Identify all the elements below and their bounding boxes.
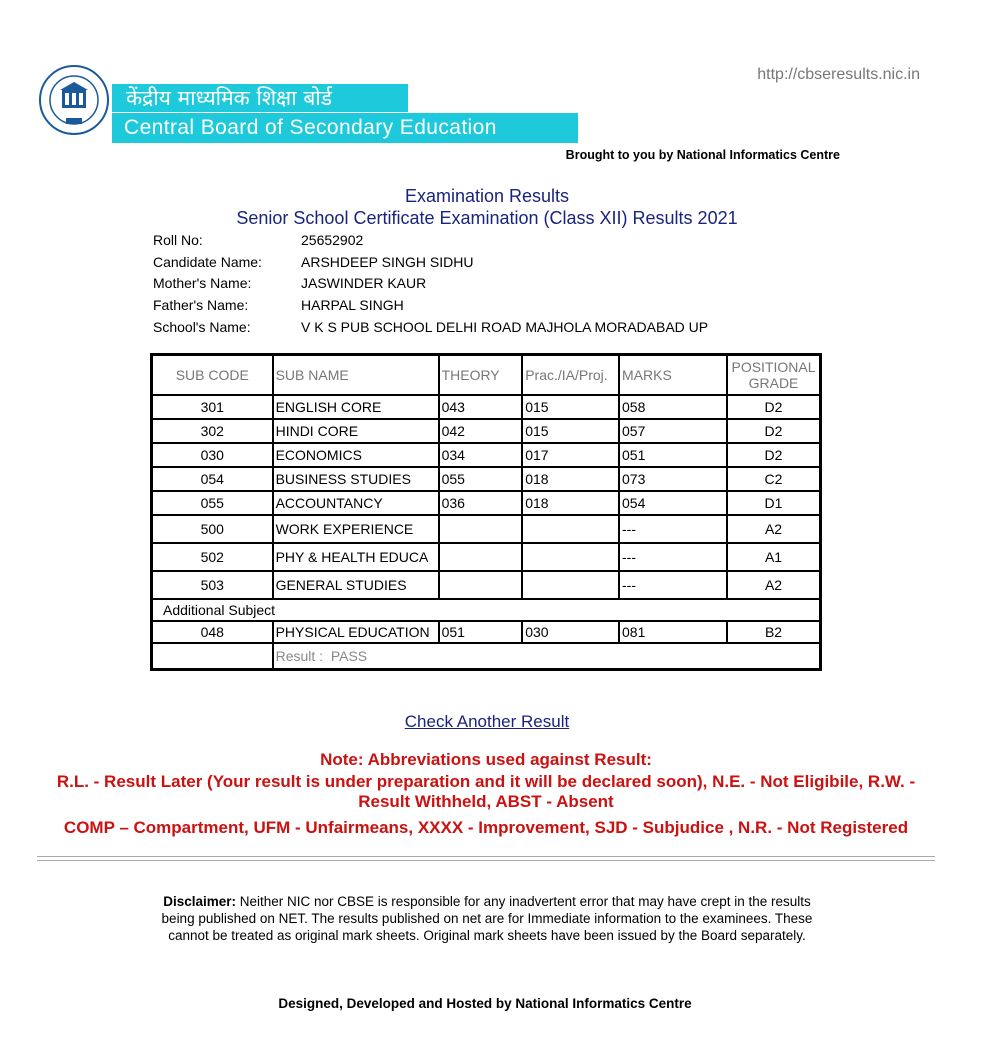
cell-sub-name: BUSINESS STUDIES [273,467,439,491]
mother-name-row [153,275,426,291]
additional-subject-label: Additional Subject [152,599,820,621]
cell-sub-name: ECONOMICS [273,443,439,467]
table-header-row [152,355,820,395]
disclaimer-label: Disclaimer: [163,894,236,909]
header-theory: THEORY [439,355,523,395]
result-value: PASS [330,648,368,664]
header-marks: MARKS [619,355,727,395]
cell-grade: D2 [727,395,820,419]
mother-name-label: Mother's Name: [153,275,252,291]
notes-line-2: COMP – Compartment, UFM - Unfairmeans, XXXX - Improvement, SJD - Subjudice , N.R. - Not Registered [63,818,909,837]
cell-practical: 015 [522,419,619,443]
result-row [152,643,820,669]
cell-sub-name: ENGLISH CORE [273,395,439,419]
check-another-result-link[interactable]: Check Another Result [404,712,570,731]
cell-theory: 042 [439,419,523,443]
cell-sub-name: WORK EXPERIENCE [273,515,439,543]
cell-grade: D1 [727,491,820,515]
exam-subheading: Senior School Certificate Examination (Class XII) Results 2021 [236,208,738,228]
cell-sub-name: ACCOUNTANCY [273,491,439,515]
cell-grade: A1 [727,543,820,571]
notes-title: Note: Abbreviations used against Result: [320,750,652,769]
table-row [152,467,820,491]
board-title-hindi: केंद्रीय माध्यमिक शिक्षा बोर्ड [112,84,408,112]
cell-practical: 015 [522,395,619,419]
cell-marks: 081 [619,621,727,643]
cell-theory: 051 [439,621,523,643]
notes-line-1: R.L. - Result Later (Your result is under preparation and it will be declared soon), N.E. - Not Eligibile, R.W. - Result Withheld, ABST - Absent [56,772,916,811]
father-name-row [153,297,404,313]
cell-sub-code: 503 [152,571,273,599]
cell-practical: 030 [522,621,619,643]
cell-grade: B2 [727,621,820,643]
school-name-label: School's Name: [153,319,251,335]
cell-sub-code: 030 [152,443,273,467]
cell-theory: 034 [439,443,523,467]
header-positional-grade: POSITIONAL GRADE [727,355,820,395]
table-row [152,571,820,599]
cell-practical [522,571,619,599]
marks-table [150,353,822,671]
cell-practical: 018 [522,491,619,515]
roll-number-row [153,232,363,248]
cell-sub-code: 054 [152,467,273,491]
cell-practical: 018 [522,467,619,491]
site-url: http://cbseresults.nic.in [757,66,920,83]
cbse-emblem-logo [38,64,110,136]
school-name-row [153,319,708,335]
father-name-label: Father's Name: [153,297,249,313]
cell-theory: 055 [439,467,523,491]
candidate-name-value: ARSHDEEP SINGH SIDHU [301,254,474,270]
cell-grade: A2 [727,571,820,599]
cell-theory [439,543,523,571]
cell-marks: 054 [619,491,727,515]
header-practical: Prac./IA/Proj. [522,355,619,395]
cell-sub-name: PHY & HEALTH EDUCA [273,543,439,571]
disclaimer-text: Neither NIC nor CBSE is responsible for any inadvertent error that may have crept in the results being published on NET. The results published on net are for Immediate information to the examinees. These cannot be treated as original mark sheets. Original mark sheets have been issued by the Board separately. [161,894,813,943]
cell-theory [439,515,523,543]
result-label: Result : [275,648,324,664]
cell-marks: --- [619,571,727,599]
cell-practical [522,543,619,571]
candidate-name-label: Candidate Name: [153,254,262,270]
cell-grade: D2 [727,419,820,443]
additional-subject-row [152,599,820,621]
table-row [152,621,820,643]
table-row [152,515,820,543]
cell-marks: 073 [619,467,727,491]
cell-marks: 051 [619,443,727,467]
cell-marks: 057 [619,419,727,443]
cell-sub-name: PHYSICAL EDUCATION [273,621,439,643]
table-row [152,419,820,443]
father-name-value: HARPAL SINGH [301,297,404,313]
mother-name-value: JASWINDER KAUR [301,275,427,291]
exam-heading: Examination Results [404,186,570,206]
header-sub-code: SUB CODE [152,355,273,395]
table-row [152,491,820,515]
header-sub-name: SUB NAME [273,355,439,395]
cell-marks: 058 [619,395,727,419]
cell-grade: D2 [727,443,820,467]
cell-sub-code: 048 [152,621,273,643]
cell-grade: C2 [727,467,820,491]
cell-sub-code: 055 [152,491,273,515]
cell-practical: 017 [522,443,619,467]
cell-sub-name: GENERAL STUDIES [273,571,439,599]
school-name-value: V K S PUB SCHOOL DELHI ROAD MAJHOLA MORADABAD UP [301,319,709,335]
table-row [152,395,820,419]
table-row [152,543,820,571]
footer-text: Designed, Developed and Hosted by National Informatics Centre [278,996,692,1011]
roll-value: 25652902 [301,232,364,248]
board-title-english: Central Board of Secondary Education [112,113,578,143]
cell-marks: --- [619,515,727,543]
result-cell [273,643,820,669]
cell-marks: --- [619,543,727,571]
divider [37,856,935,861]
cell-grade: A2 [727,515,820,543]
cell-practical [522,515,619,543]
disclaimer [152,893,822,944]
table-row [152,443,820,467]
cell-sub-code: 302 [152,419,273,443]
cell-sub-code: 502 [152,543,273,571]
cell-theory: 043 [439,395,523,419]
cell-theory: 036 [439,491,523,515]
cell-sub-name: HINDI CORE [273,419,439,443]
brought-by-text: Brought to you by National Informatics Centre [565,148,840,162]
cell-sub-code: 500 [152,515,273,543]
roll-label: Roll No: [153,232,203,248]
candidate-name-row [153,254,473,270]
cell-theory [439,571,523,599]
result-empty-cell [152,643,273,669]
cell-sub-code: 301 [152,395,273,419]
